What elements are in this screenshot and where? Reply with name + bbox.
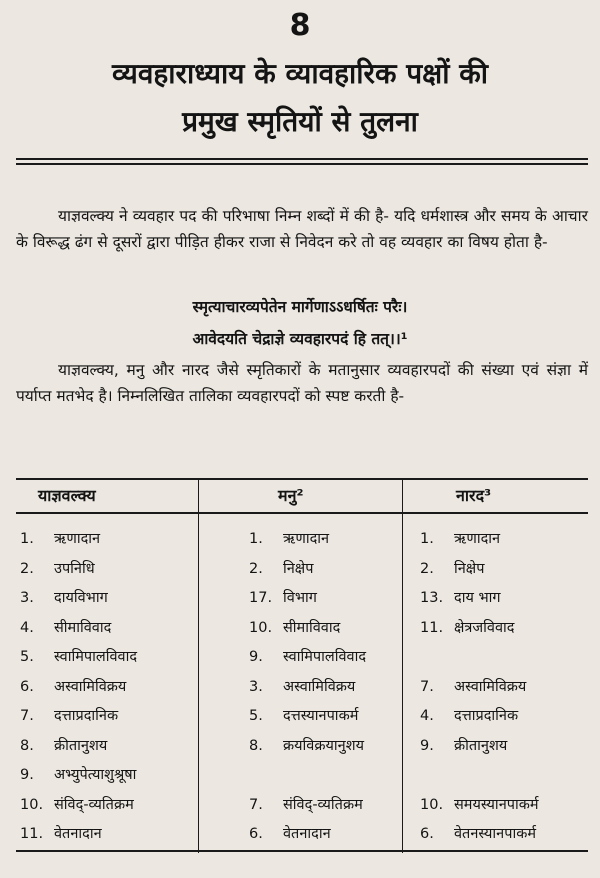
cell-number: 9. [249,649,263,665]
table-cell [420,617,515,637]
table-cell [420,676,526,696]
table-cell [249,676,355,696]
table-cell [249,558,313,578]
cell-text: संविद्-व्यतिक्रम [54,796,134,813]
table-cell [20,823,102,843]
cell-text: दत्ताप्रदानिक [454,708,519,724]
title-rule-top [16,158,588,160]
paragraph-1: याज्ञवल्क्य ने व्यवहार पद की परिभाषा निम्न शब्दों में की है- यदि धर्मशास्त्र और समय के आचार के विरूद्ध ढंग से दूसरों द्वारा पीड़ित हीकर राजा से निवेदन करे तो वह व्यवहार का विषय होता है- [16,207,588,251]
cell-number: 11. [20,826,44,842]
cell-number: 7. [20,708,34,724]
cell-number: 9. [20,767,34,783]
cell-number: 1. [420,531,434,547]
cell-text: वेतनादान [54,826,102,842]
table-cell [420,558,484,578]
column-divider-2 [402,478,403,853]
table-cell [249,617,340,637]
comparison-table [16,478,588,853]
cell-text: दायविभाग [54,590,108,606]
cell-number: 1. [20,531,34,547]
cell-text: ऋणादान [54,531,101,547]
cell-number: 8. [249,737,263,754]
cell-text: निक्षेप [454,560,485,577]
cell-text: सीमाविवाद [283,619,341,636]
cell-number: 1. [249,531,263,547]
title-line-2: प्रमुख स्मृतियों से तुलना [182,105,418,138]
table-cell [420,794,539,814]
cell-text: सीमाविवाद [54,619,112,636]
table-cell [20,558,95,578]
cell-number: 5. [249,708,263,724]
verse-line-2: आवेदयति चेद्राज्ञे व्यवहारपदं हि तत्।।¹ [192,330,408,348]
cell-number: 17. [249,590,273,606]
cell-number: 2. [420,560,434,577]
cell-number: 6. [20,678,34,695]
cell-text: क्षेत्रजविवाद [454,619,515,636]
title-line-1: व्यवहाराध्याय के व्यावहारिक पक्षों की [112,57,488,90]
table-rule-bottom [16,850,588,852]
cell-number: 10. [420,796,444,813]
table-rule-header [16,512,588,514]
table-rule-top [16,478,588,480]
table-cell [420,587,501,607]
cell-text: दत्तस्यानपाकर्म [283,708,359,724]
cell-text: निक्षेप [283,560,314,577]
column-divider-1 [198,478,199,853]
table-cell [420,528,500,548]
table-cell [420,823,536,843]
table-cell [420,735,507,755]
cell-number: 13. [420,590,444,606]
verse-line-1: स्मृत्याचारव्यपेतेन मार्गेणाऽऽधर्षितः परैः। [192,298,408,316]
table-cell [420,705,518,725]
cell-text: दत्ताप्रदानिक [54,708,119,724]
cell-text: अस्वामिविक्रय [283,678,356,695]
cell-text: समयस्यानपाकर्म [454,796,539,813]
cell-number: 4. [420,708,434,724]
cell-text: वेतनस्यानपाकर्म [454,826,537,842]
chapter-title [0,50,600,146]
table-cell [249,646,366,666]
cell-text: क्रयविक्रयानुशय [283,737,364,754]
table-cell [249,528,329,548]
cell-text: स्वामिपालविवाद [283,649,367,665]
table-cell [20,528,100,548]
cell-text: दाय भाग [454,590,501,606]
table-cell [20,764,136,784]
cell-number: 7. [249,796,263,813]
cell-text: संविद्-व्यतिक्रम [283,796,363,813]
cell-text: अभ्युपेत्याशुश्रूषा [54,767,137,783]
cell-text: उपनिधि [54,560,95,577]
table-cell [20,587,108,607]
paragraph-2: याज्ञवल्क्य, मनु और नारद जैसे स्मृतिकारों के मतानुसार व्यवहारपदों की संख्या एवं संज्ञा में पर्याप्त मतभेद है। निम्नलिखित तालिका व्यवहारपदों को स्पष्ट करती है- [16,361,588,405]
cell-number: 3. [20,590,34,606]
cell-number: 7. [420,678,434,695]
table-cell [249,735,364,755]
cell-text: स्वामिपालविवाद [54,649,138,665]
cell-number: 4. [20,619,34,636]
cell-text: अस्वामिविक्रय [454,678,527,695]
title-rule-bottom [16,163,588,165]
cell-number: 2. [20,560,34,577]
table-cell [249,587,317,607]
cell-text: वेतनादान [283,826,331,842]
chapter-number: 8 [289,8,311,43]
table-cell [20,676,126,696]
cell-text: अस्वामिविक्रय [54,678,127,695]
cell-number: 10. [249,619,273,636]
cell-number: 3. [249,678,263,695]
table-cell [20,705,118,725]
cell-number: 11. [420,619,444,636]
cell-number: 5. [20,649,34,665]
header-yajnavalkya: याज्ञवल्क्य [38,486,96,505]
table-cell [20,617,111,637]
cell-number: 6. [249,826,263,842]
cell-text: विभाग [283,590,317,606]
cell-text: ऋणादान [454,531,501,547]
header-manu: मनु² [278,486,304,505]
cell-text: क्रीतानुशय [454,737,508,754]
cell-number: 6. [420,826,434,842]
table-cell [20,735,107,755]
table-cell [249,705,358,725]
table-cell [249,794,363,814]
table-cell [249,823,331,843]
cell-number: 9. [420,737,434,754]
table-cell [20,794,134,814]
cell-number: 10. [20,796,44,813]
cell-number: 8. [20,737,34,754]
header-narad: नारद³ [456,486,492,505]
cell-text: क्रीतानुशय [54,737,108,754]
cell-text: ऋणादान [283,531,330,547]
table-cell [20,646,137,666]
cell-number: 2. [249,560,263,577]
